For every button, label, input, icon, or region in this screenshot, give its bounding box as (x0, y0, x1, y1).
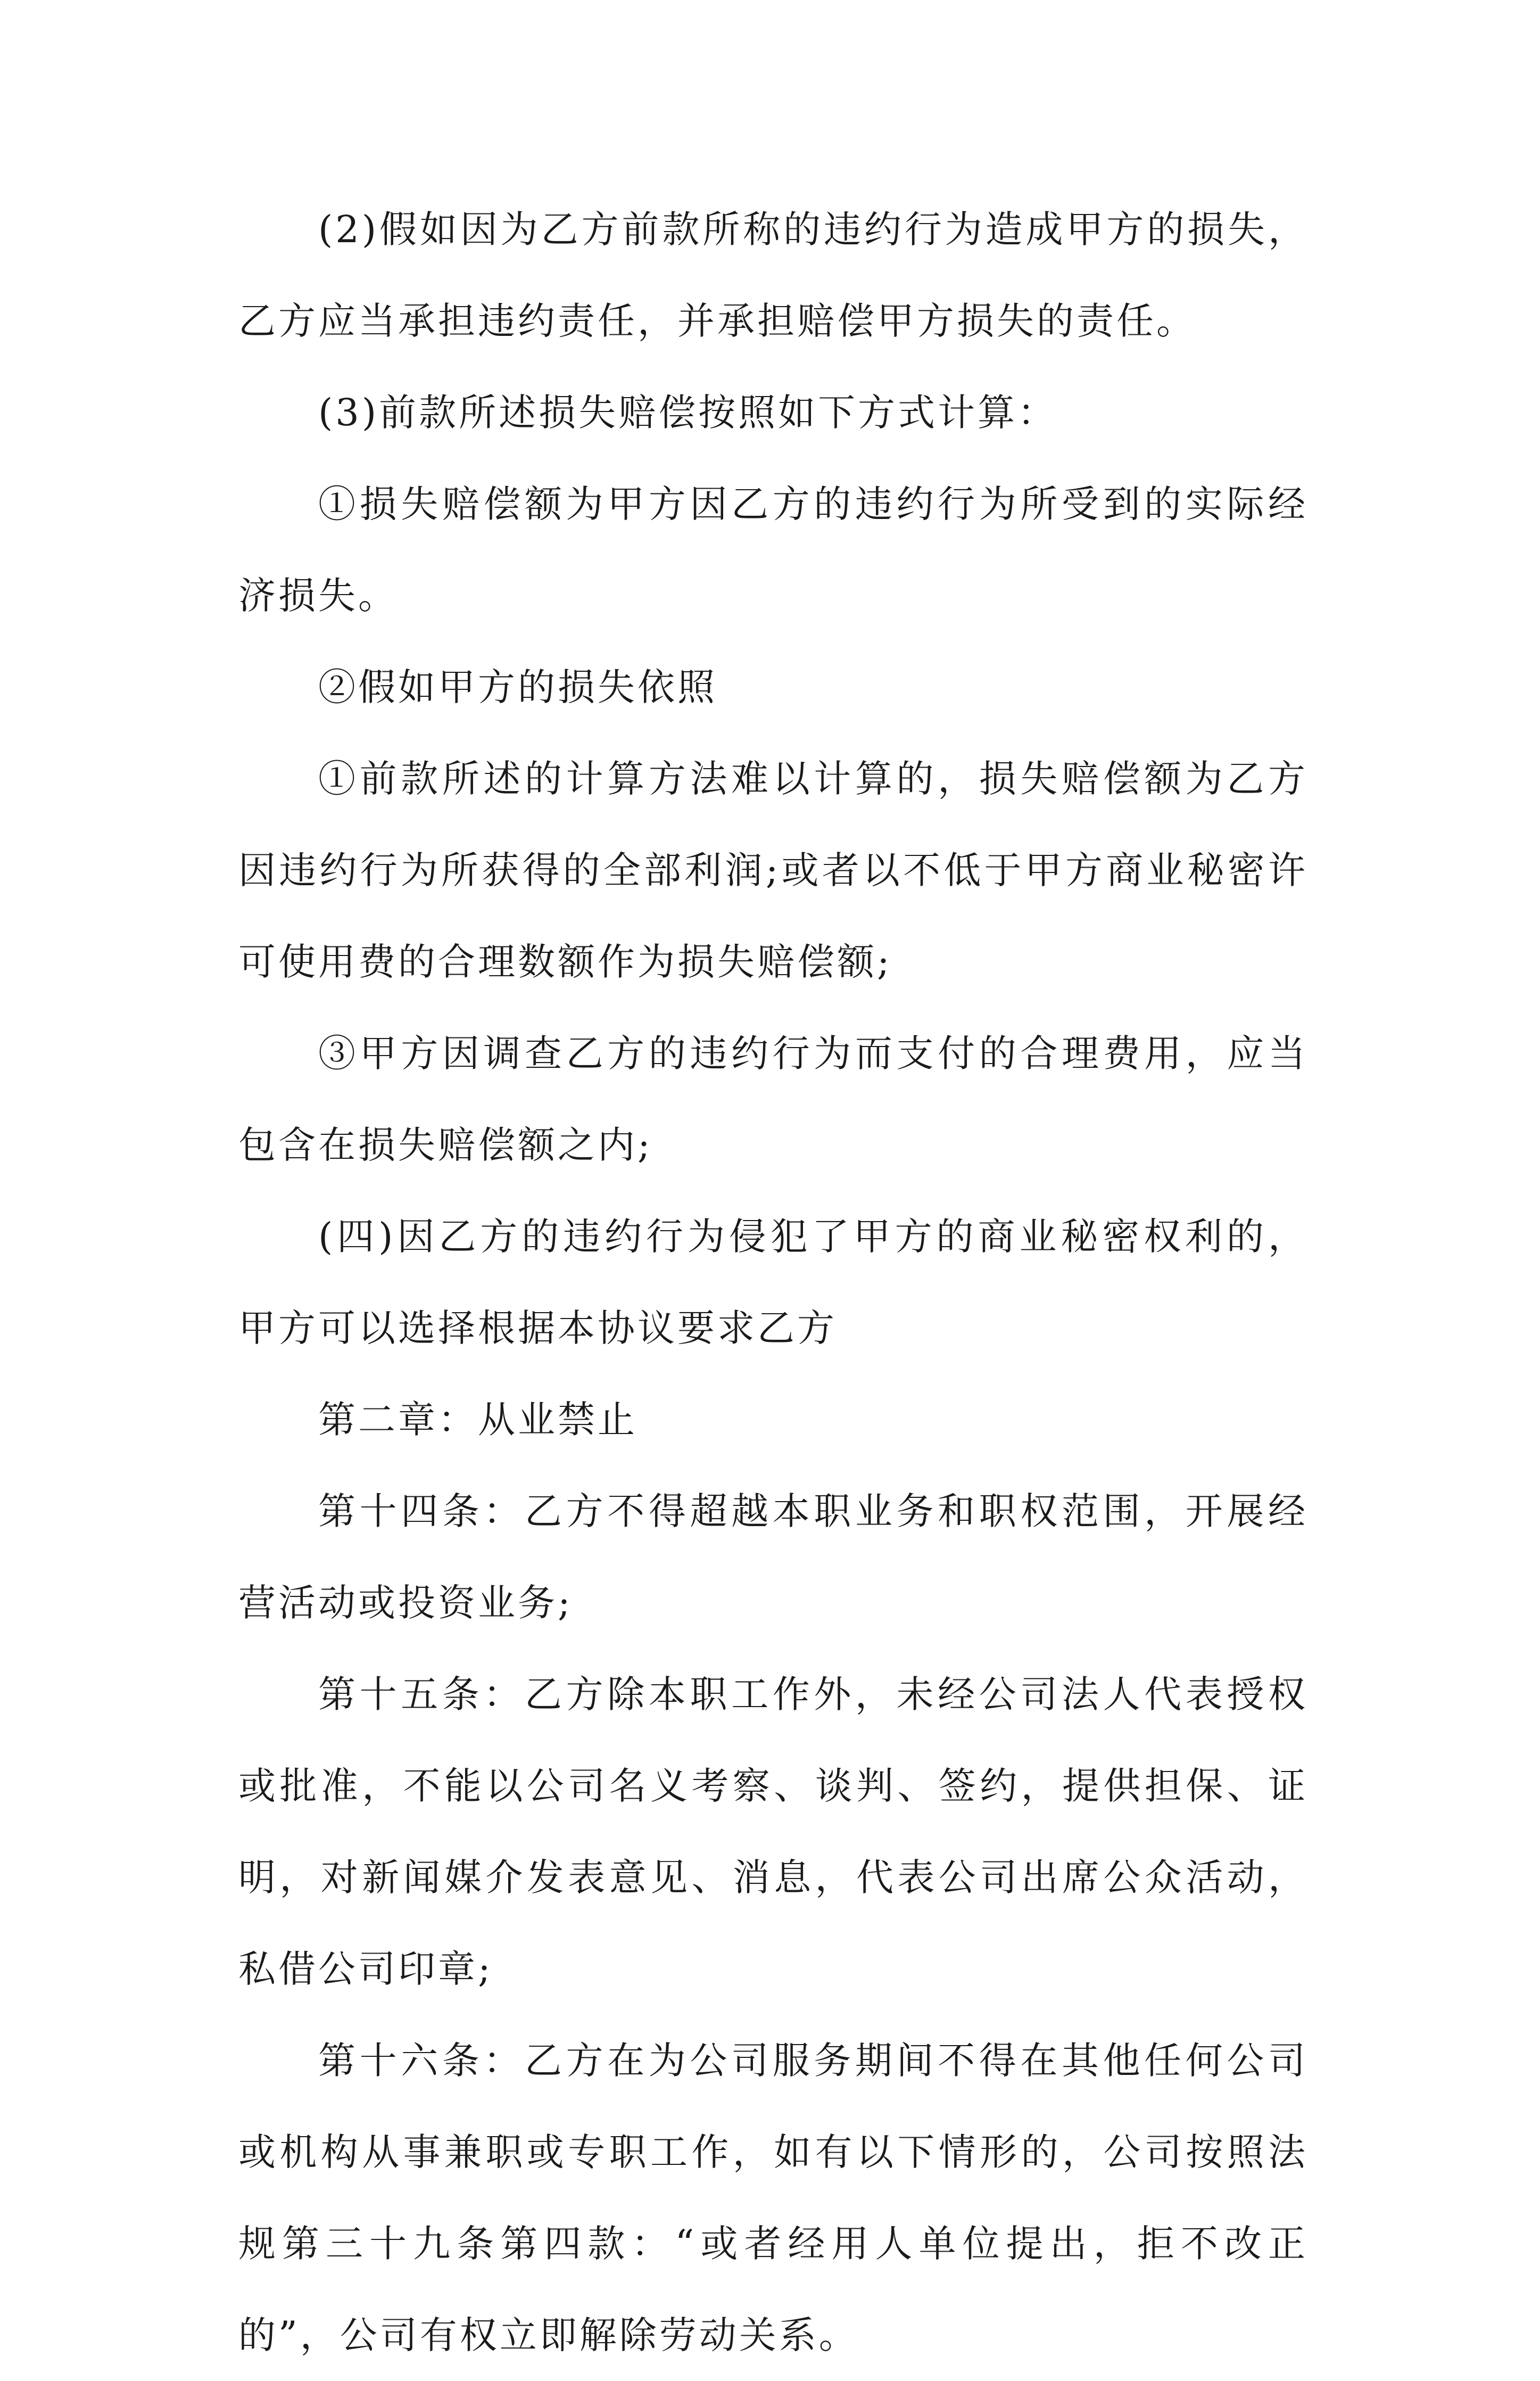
paragraph-trade-secret-infringement: (四)因乙方的违约行为侵犯了甲方的商业秘密权利的，甲方可以选择根据本协议要求乙方 (238, 1215, 1308, 1350)
paragraph-loss-basis: ②假如甲方的损失依照 (318, 665, 717, 709)
paragraph-calculation-method: (3)前款所述损失赔偿按照如下方式计算： (318, 391, 1058, 434)
article-15: 第十五条：乙方除本职工作外，未经公司法人代表授权或批准，不能以公司名义考察、谈判、签约，提供担保、证明，对新闻媒介发表意见、消息，代表公司出席公众活动，私借公司印章; (238, 1673, 1308, 1991)
paragraph-actual-loss: ①损失赔偿额为甲方因乙方的违约行为所受到的实际经济损失。 (238, 482, 1308, 617)
paragraph-alternative-calculation: ①前款所述的计算方法难以计算的，损失赔偿额为乙方因违约行为所获得的全部利润;或者以不低于甲方商业秘密许可使用费的合理数额作为损失赔偿额; (238, 757, 1308, 984)
article-14: 第十四条：乙方不得超越本职业务和职权范围，开展经营活动或投资业务; (238, 1489, 1308, 1625)
article-16: 第十六条：乙方在为公司服务期间不得在其他任何公司或机构从事兼职或专职工作，如有以下情形的，公司按照法规第三十九条第四款：“或者经用人单位提出，拒不改正的”，公司有权立即解除劳动关系。 (238, 2039, 1308, 2357)
document-body (238, 184, 1308, 2381)
paragraph-damages-liability: (2)假如因为乙方前款所称的违约行为造成甲方的损失，乙方应当承担违约责任，并承担赔偿甲方损失的责任。 (238, 208, 1308, 343)
chapter-heading: 第二章：从业禁止 (318, 1398, 637, 1441)
paragraph-investigation-costs: ③甲方因调查乙方的违约行为而支付的合理费用，应当包含在损失赔偿额之内; (238, 1032, 1308, 1167)
